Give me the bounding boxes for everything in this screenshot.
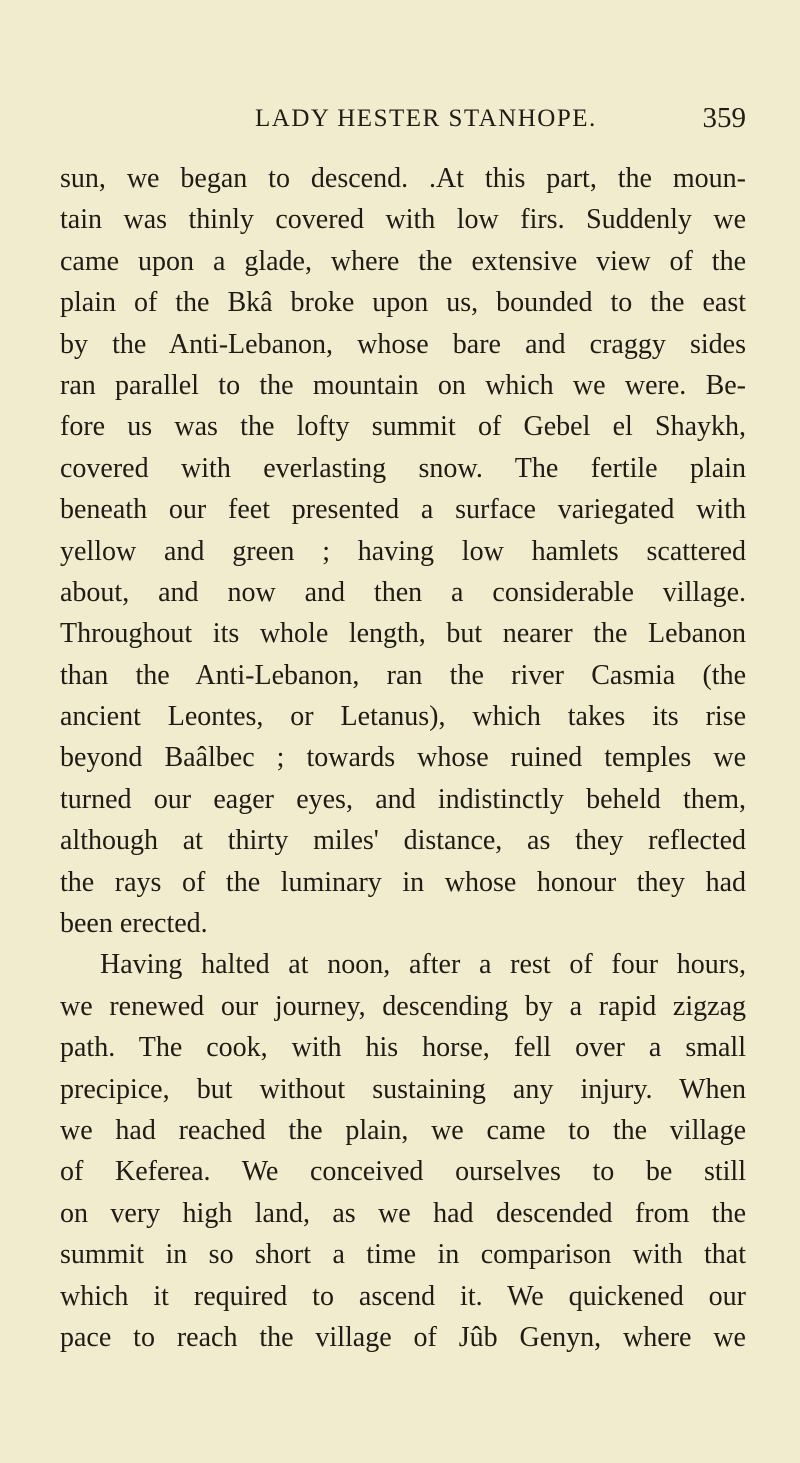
- text-line: beneath our feet presented a surface variegated with: [60, 494, 746, 526]
- text-line: covered with everlasting snow. The fertile plain: [60, 452, 746, 484]
- text-line: on very high land, as we had descended from the: [60, 1197, 746, 1229]
- text-line: path. The cook, with his horse, fell over a small: [60, 1032, 746, 1064]
- body-text: [60, 158, 746, 1358]
- text-line: came upon a glade, where the extensive view of the: [60, 245, 746, 277]
- text-line: than the Anti-Lebanon, ran the river Casmia (the: [60, 659, 746, 691]
- text-line: the rays of the luminary in whose honour they had: [60, 866, 746, 898]
- page-number: 359: [702, 102, 746, 134]
- text-line: ancient Leontes, or Letanus), which takes its rise: [60, 701, 746, 733]
- text-line: we renewed our journey, descending by a rapid zigzag: [60, 990, 746, 1022]
- text-line: Having halted at noon, after a rest of four hours,: [100, 949, 746, 981]
- text-line: Throughout its whole length, but nearer the Lebanon: [60, 618, 746, 650]
- text-line: we had reached the plain, we came to the village: [60, 1114, 746, 1146]
- text-line: of Keferea. We conceived ourselves to be still: [60, 1156, 746, 1188]
- text-line: fore us was the lofty summit of Gebel el Shaykh,: [60, 411, 746, 443]
- running-title: LADY HESTER STANHOPE.: [255, 105, 597, 132]
- text-line: although at thirty miles' distance, as they reflected: [60, 825, 746, 857]
- text-line: been erected.: [60, 908, 208, 940]
- text-line: precipice, but without sustaining any injury. When: [60, 1073, 746, 1105]
- text-line: beyond Baâlbec ; towards whose ruined temples we: [60, 742, 746, 774]
- text-line: about, and now and then a considerable village.: [60, 576, 746, 608]
- text-line: turned our eager eyes, and indistinctly beheld them,: [60, 783, 746, 815]
- text-line: by the Anti-Lebanon, whose bare and craggy sides: [60, 328, 746, 360]
- text-line: tain was thinly covered with low firs. Suddenly we: [60, 204, 746, 236]
- text-line: ran parallel to the mountain on which we were. Be-: [60, 369, 746, 401]
- text-line: pace to reach the village of Jûb Genyn, where we: [60, 1321, 746, 1353]
- text-line: which it required to ascend it. We quickened our: [60, 1280, 746, 1312]
- text-line: sun, we began to descend. .At this part, the moun-: [60, 163, 746, 194]
- page-header: [0, 80, 800, 140]
- text-line: plain of the Bkâ broke upon us, bounded to the east: [60, 287, 746, 319]
- text-line: summit in so short a time in comparison with that: [60, 1239, 746, 1271]
- text-line: yellow and green ; having low hamlets scattered: [60, 535, 746, 567]
